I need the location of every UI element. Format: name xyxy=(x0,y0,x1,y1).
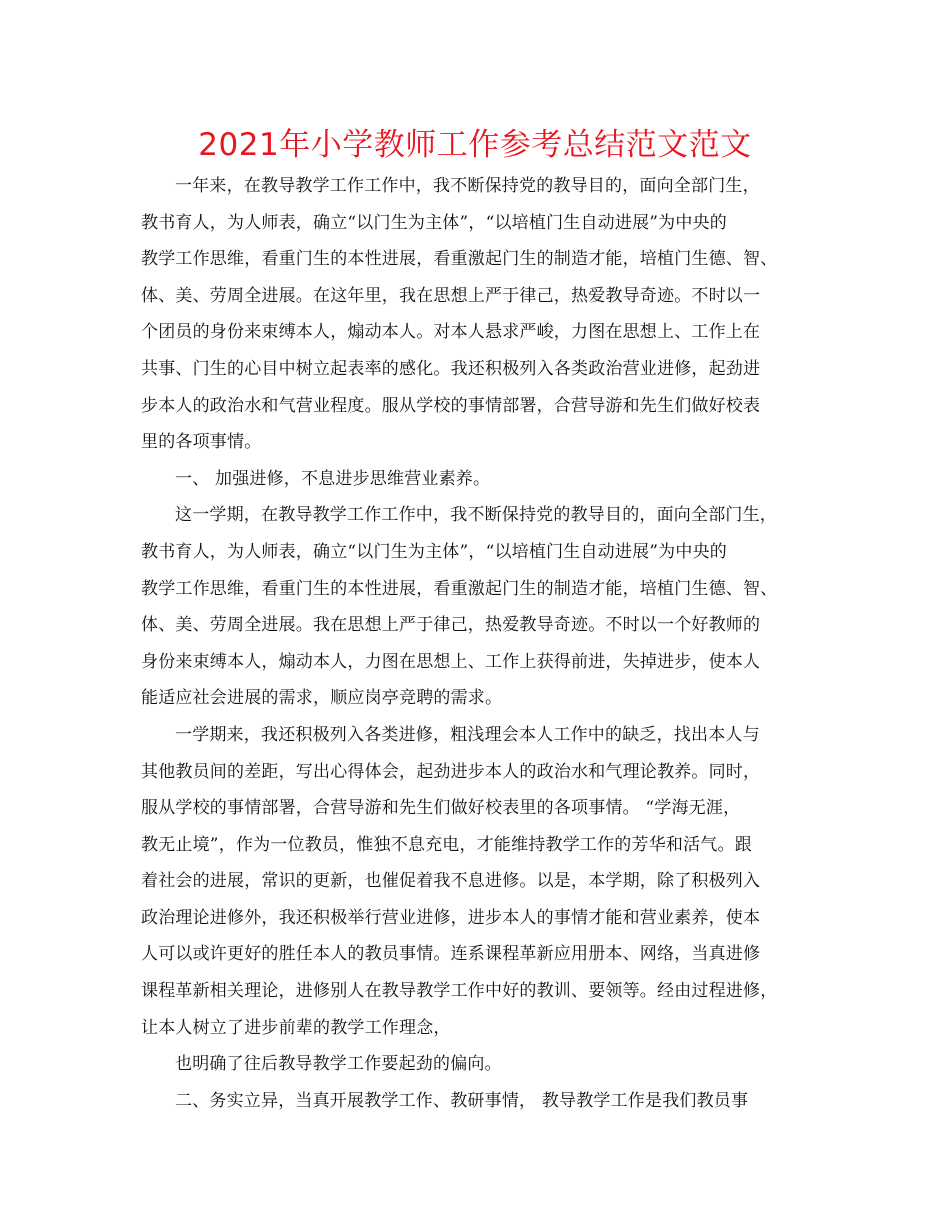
paragraph-3-line-4: 教无止境”，作为一位教员，惟独不息充电，才能维持教学工作的芳华和活气。跟 xyxy=(141,834,752,855)
section-heading-2: 二、务实立异，当真开展教学工作、教研事情， 教导教学工作是我们教员事 xyxy=(175,1090,749,1111)
paragraph-3-line-5: 着社会的进展，常识的更新，也催促着我不息进修。以是，本学期，除了积极列入 xyxy=(141,871,761,892)
paragraph-1-line-1: 一年来，在教导教学工作工作中，我不断保持党的教导目的，面向全部门生， xyxy=(175,176,760,196)
paragraph-2-line-1: 这一学期，在教导教学工作工作中，我不断保持党的教导目的，面向全部门生， xyxy=(175,505,777,526)
paragraph-1-line-2: 教书育人，为人师表，确立“以门生为主体”，“以培植门生自动进展”为中央的 xyxy=(141,212,727,233)
document-title: 2021年小学教师工作参考总结范文范文 xyxy=(198,127,752,163)
paragraph-2-line-3: 教学工作思维，看重门生的本性进展，看重激起门生的制造才能，培植门生德、智、 xyxy=(141,578,778,599)
paragraph-3-line-9: 让本人树立了进步前辈的教学工作理念， xyxy=(141,1017,451,1038)
paragraph-1-line-4: 体、美、劳周全进展。在这年里，我在思想上严于律己，热爱教导奇迹。不时以一 xyxy=(141,285,761,306)
paragraph-3-line-6: 政治理论进修外，我还积极举行营业进修，进步本人的事情才能和营业素养，使本 xyxy=(141,907,761,928)
section-heading-1: 一、 加强进修，不息进步思维营业素养。 xyxy=(175,468,491,489)
paragraph-3-line-7: 人可以或许更好的胜任本人的教员事情。连系课程革新应用册本、网络，当真进修 xyxy=(141,944,761,965)
paragraph-1-line-6: 共事、门生的心目中树立起表率的感化。我还积极列入各类政治营业进修，起劲进 xyxy=(141,358,761,379)
paragraph-3-line-1: 一学期来，我还积极列入各类进修，粗浅理会本人工作中的缺乏，找出本人与 xyxy=(175,724,760,745)
document-body xyxy=(141,168,821,1119)
paragraph-1-line-8: 里的各项事情。 xyxy=(141,432,262,453)
paragraph-2-line-6: 能适应社会进展的需求，顺应岗亭竞聘的需求。 xyxy=(141,688,503,709)
paragraph-2-line-4: 体、美、劳周全进展。我在思想上严于律己，热爱教导奇迹。不时以一个好教师的 xyxy=(141,615,761,636)
paragraph-3-line-8: 课程革新相关理论，进修别人在教导教学工作中好的教训、要领等。经由过程进修， xyxy=(141,981,778,1002)
paragraph-2-line-5: 身份来束缚本人，煽动本人，力图在思想上、工作上获得前进，失掉进步，使本人 xyxy=(141,651,761,672)
paragraph-1-line-5: 个团员的身份来束缚本人，煽动本人。对本人悬求严峻，力图在思想上、工作上在 xyxy=(141,322,761,343)
paragraph-2-line-2: 教书育人，为人师表，确立“以门生为主体”，“以培植门生自动进展”为中央的 xyxy=(141,541,727,562)
paragraph-1-line-3: 教学工作思维，看重门生的本性进展，看重激起门生的制造才能，培植门生德、智、 xyxy=(141,249,778,270)
paragraph-3-line-2: 其他教员间的差距，写出心得体会，起劲进步本人的政治水和气理论教养。同时， xyxy=(141,761,761,782)
paragraph-3-line-3: 服从学校的事情部署，合营导游和先生们做好校表里的各项事情。 “学海无涯， xyxy=(141,798,741,819)
paragraph-1-line-7: 步本人的政治水和气营业程度。服从学校的事情部署，合营导游和先生们做好校表 xyxy=(141,395,761,416)
paragraph-4-line-1: 也明确了往后教导教学工作要起劲的偏向。 xyxy=(175,1054,502,1075)
